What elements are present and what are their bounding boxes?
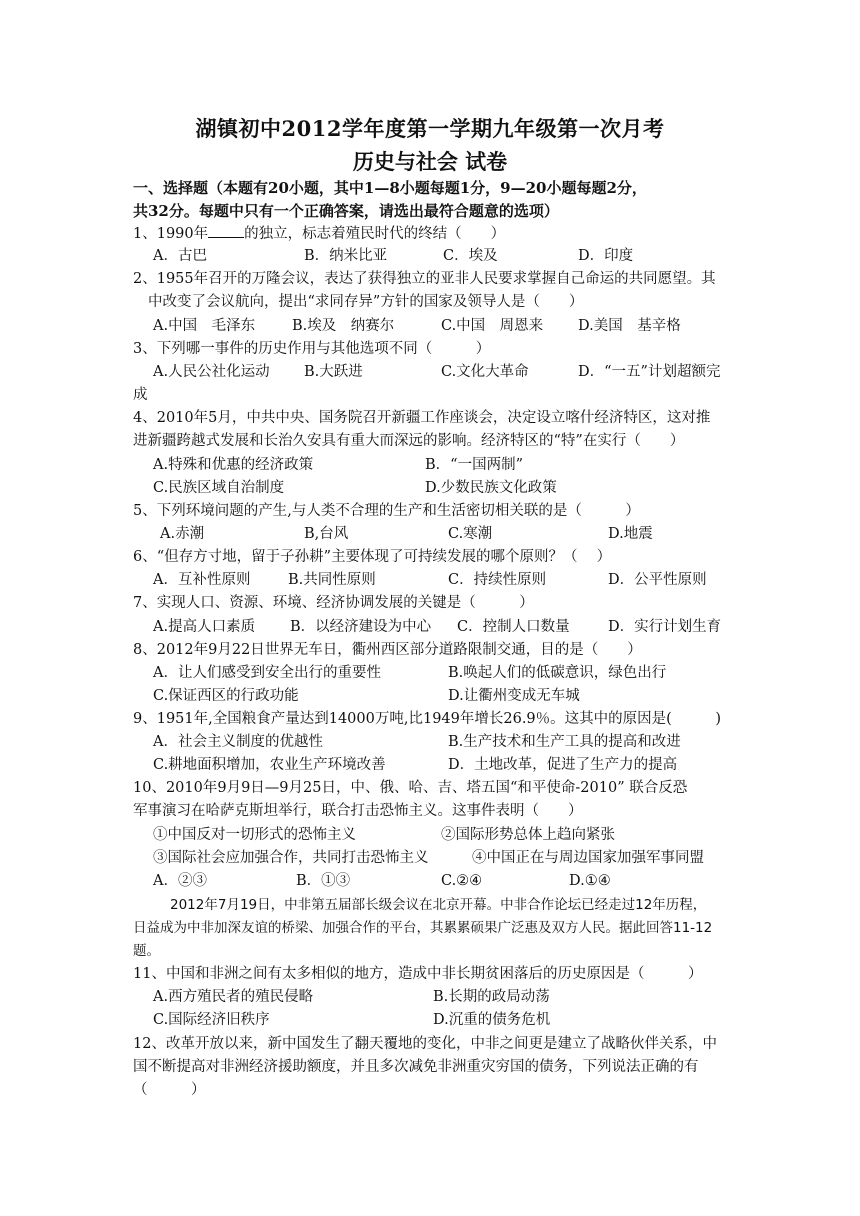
q10-statement-4: ④中国正在与周边国家加强军事同盟 — [472, 850, 704, 866]
question-8-stem: 8、2012年9月22日世界无车日，衢州西区部分道路限制交通，目的是（ ） — [133, 642, 642, 658]
question-4-stem-line2: 进新疆跨越式发展和长治久安具有重大而深远的影响。经济特区的“特”在实行（ ） — [133, 433, 685, 449]
q5-option-c: C.寒潮 — [448, 526, 493, 542]
q2-option-b: B.埃及 纳赛尔 — [292, 318, 395, 334]
q1-option-d: D．印度 — [578, 248, 634, 264]
question-3-stem: 3、下列哪一事件的历史作用与其他选项不同（ ） — [133, 341, 491, 357]
question-2-stem-line2: 中改变了会议航向，提出“求同存异”方针的国家及领导人是（ ） — [148, 294, 584, 310]
question-11-stem: 11、中国和非洲之间有太多相似的地方，造成中非长期贫困落后的历史原因是（ ） — [133, 966, 703, 982]
material-passage-line3: 题。 — [133, 943, 160, 959]
q1-option-b: B．纳米比亚 — [304, 248, 388, 264]
material-passage-line2: 日益成为中非加深友谊的桥梁、加强合作的平台，其累累硕果广泛惠及双方人民。据此回答11-12 — [133, 920, 713, 936]
q5-option-b: B,台风 — [304, 526, 349, 542]
q7-option-d: D．实行计划生育 — [608, 619, 722, 635]
q3-option-c: C.文化大革命 — [441, 364, 529, 380]
q2-option-c: C.中国 周恩来 — [441, 318, 544, 334]
question-6-stem: 6、“但存方寸地，留于子孙耕”主要体现了可持续发展的哪个原则？（ ） — [133, 549, 612, 565]
q6-option-c: C．持续性原则 — [448, 572, 547, 588]
q9-option-b: B.生产技术和生产工具的提高和改进 — [448, 734, 681, 750]
section-heading-line2: 共32分。每题中只有一个正确答案，请选出最符合题意的选项） — [133, 202, 559, 220]
q1-option-a: A．古巴 — [153, 248, 207, 264]
exam-title: 湖镇初中2012学年度第一学期九年级第一次月考 — [195, 116, 665, 141]
question-10-stem-line2: 军事演习在哈萨克斯坦举行，联合打击恐怖主义。这事件表明（ ） — [133, 803, 583, 819]
q10-statement-2: ②国际形势总体上趋向紧张 — [441, 827, 615, 843]
q9-option-c: C.耕地面积增加，农业生产环境改善 — [153, 757, 386, 773]
q6-option-a: A．互补性原则 — [153, 572, 251, 588]
answer-blank — [208, 223, 244, 238]
question-10-stem-line1: 10、2010年9月9日—9月25日，中、俄、哈、吉、塔五国“和平使命-2010” 联合反恐 — [133, 780, 688, 796]
q6-option-d: D．公平性原则 — [608, 572, 707, 588]
material-passage-line1: 2012年7月19日，中非第五届部长级会议在北京开幕。中非合作论坛已经走过12年历程， — [170, 897, 707, 913]
question-4-stem-line1: 4、2010年5月，中共中央、国务院召开新疆工作座谈会，决定设立喀什经济特区，这对推 — [133, 410, 711, 426]
question-9-stem: 9、1951年,全国粮食产量达到14000万吨,比1949年增长26.9％。这其中的原因是( ) — [133, 711, 721, 727]
q10-option-b: B．①③ — [296, 873, 351, 889]
section-heading-line1: 一、选择题（本题有20小题，其中1—8小题每题1分，9—20小题每题2分， — [133, 179, 647, 197]
q2-option-d: D.美国 基辛格 — [578, 318, 681, 334]
question-12-stem-line3: （ ） — [133, 1082, 206, 1098]
q9-option-d: D．土地改革，促进了生产力的提高 — [448, 757, 678, 773]
q3-option-d-continued: 成 — [133, 387, 148, 403]
q4-option-b: B．“一国两制” — [425, 457, 523, 473]
q11-option-a: A.西方殖民者的殖民侵略 — [153, 989, 314, 1005]
q11-option-d: D.沉重的债务危机 — [433, 1012, 551, 1028]
q11-option-b: B.长期的政局动荡 — [433, 989, 550, 1005]
question-5-stem: 5、下列环境问题的产生,与人类不合理的生产和生活密切相关联的是（ ） — [133, 503, 640, 519]
q7-option-a: A.提高人口素质 — [153, 619, 256, 635]
q3-option-d: D．“一五”计划超额完 — [578, 364, 721, 380]
q2-option-a: A.中国 毛泽东 — [153, 318, 256, 334]
question-2-stem-line1: 2、1955年召开的万隆会议，表达了获得独立的亚非人民要求掌握自己命运的共同愿望。其 — [133, 271, 716, 287]
q10-option-a: A．②③ — [153, 873, 207, 889]
q4-option-a: A.特殊和优惠的经济政策 — [153, 457, 314, 473]
q3-option-b: B.大跃进 — [304, 364, 363, 380]
q10-statement-1: ①中国反对一切形式的恐怖主义 — [153, 827, 356, 843]
q11-option-c: C.国际经济旧秩序 — [153, 1012, 270, 1028]
q5-option-d: D.地震 — [608, 526, 653, 542]
question-12-stem-line1: 12、改革开放以来，新中国发生了翻天覆地的变化，中非之间更是建立了战略伙伴关系，中 — [133, 1036, 717, 1052]
q5-option-a: A.赤潮 — [160, 526, 205, 542]
q7-option-c: C．控制人口数量 — [457, 619, 570, 635]
q8-option-c: C.保证西区的行政功能 — [153, 688, 299, 704]
q4-option-c: C.民族区域自治制度 — [153, 480, 285, 496]
q6-option-b: B.共同性原则 — [288, 572, 376, 588]
q8-option-b: B.唤起人们的低碳意识，绿色出行 — [448, 665, 667, 681]
q7-option-b: B．以经济建设为中心 — [290, 619, 432, 635]
q8-option-a: A．让人们感受到安全出行的重要性 — [153, 665, 381, 681]
q9-option-a: A．社会主义制度的优越性 — [153, 734, 323, 750]
exam-subtitle: 历史与社会 试卷 — [352, 149, 508, 174]
question-7-stem: 7、实现人口、资源、环境、经济协调发展的关键是（ ） — [133, 595, 534, 611]
q10-option-d: D.①④ — [569, 873, 611, 889]
q10-statement-3: ③国际社会应加强合作，共同打击恐怖主义 — [153, 850, 429, 866]
q3-option-a: A.人民公社化运动 — [153, 364, 270, 380]
q10-option-c: C.②④ — [441, 873, 483, 889]
question-12-stem-line2: 国不断提高对非洲经济援助额度，并且多次减免非洲重灾穷国的债务，下列说法正确的有 — [133, 1059, 699, 1075]
q8-option-d: D.让衢州变成无车城 — [448, 688, 580, 704]
q4-option-d: D.少数民族文化政策 — [425, 480, 557, 496]
question-1-stem: 1、1990年 的独立，标志着殖民时代的终结（ ） — [133, 223, 505, 244]
q1-option-c: C．埃及 — [443, 248, 498, 264]
